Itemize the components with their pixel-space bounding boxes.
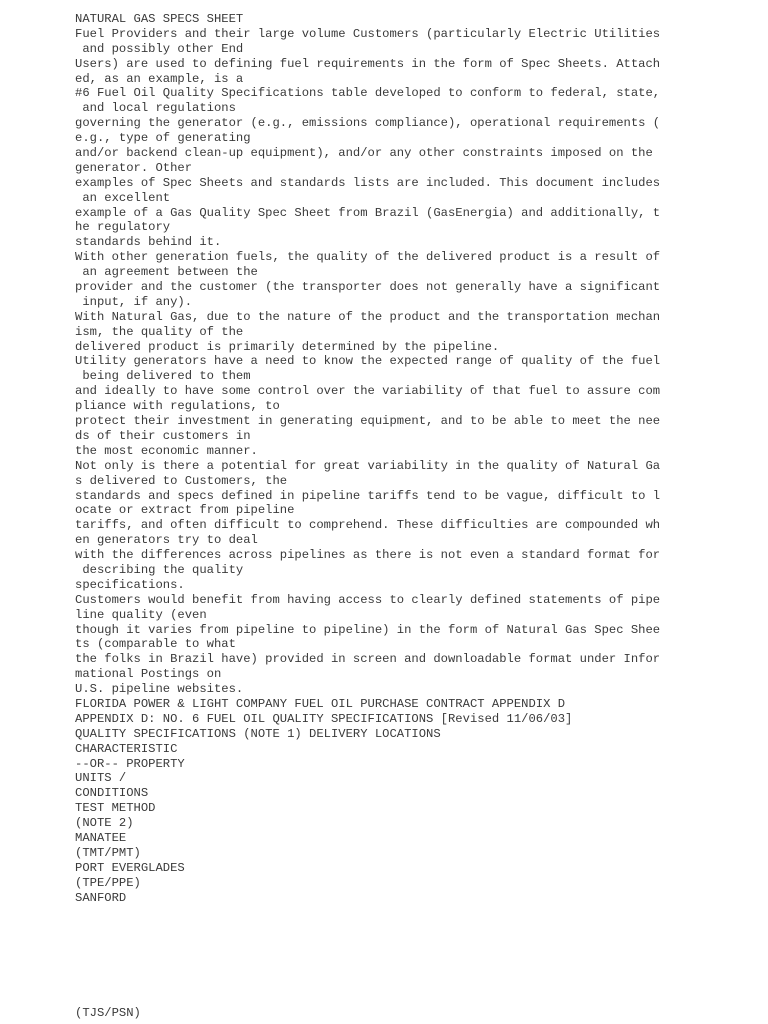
text-line: QUALITY SPECIFICATIONS (NOTE 1) DELIVERY LOCATIONS [75, 726, 441, 741]
text-line: Users) are used to defining fuel requirements in the form of Spec Sheets. Attach [75, 56, 661, 71]
text-line: MANATEE [75, 830, 127, 845]
text-line: (TMT/PMT) [75, 845, 141, 860]
text-line: examples of Spec Sheets and standards lists are included. This document includes [75, 175, 661, 190]
page-footer-text: (TJS/PSN) [75, 1006, 141, 1020]
text-line: NATURAL GAS SPECS SHEET [75, 12, 244, 26]
text-line: standards behind it. [75, 235, 222, 250]
text-line: SANFORD [75, 890, 127, 905]
text-line: with the differences across pipelines as there is not even a standard format for [75, 548, 661, 563]
text-line: mational Postings on [75, 667, 222, 682]
text-line: and possibly other End [75, 41, 244, 56]
text-line: PORT EVERGLADES [75, 860, 185, 875]
text-line: ds of their customers in [75, 428, 251, 443]
text-line: generator. Other [75, 160, 193, 175]
text-line: APPENDIX D: NO. 6 FUEL OIL QUALITY SPECIFICATIONS [Revised 11/06/03] [75, 711, 573, 726]
text-line: e.g., type of generating [75, 131, 251, 146]
text-line: ts (comparable to what [75, 637, 236, 652]
text-line: tariffs, and often difficult to comprehend. These difficulties are compounded wh [75, 518, 661, 533]
text-line: U.S. pipeline websites. [75, 682, 244, 697]
text-line: (TPE/PPE) [75, 875, 141, 890]
text-line: and/or backend clean-up equipment), and/or any other constraints imposed on the [75, 146, 653, 161]
text-line: though it varies from pipeline to pipeline) in the form of Natural Gas Spec Shee [75, 622, 661, 637]
text-line: FLORIDA POWER & LIGHT COMPANY FUEL OIL PURCHASE CONTRACT APPENDIX D [75, 696, 566, 711]
text-line: governing the generator (e.g., emissions compliance), operational requirements ( [75, 116, 661, 131]
text-line: UNITS / [75, 771, 127, 786]
text-line: ism, the quality of the [75, 324, 244, 339]
text-line: an agreement between the [75, 265, 258, 280]
text-line: being delivered to them [75, 369, 251, 384]
text-line: (NOTE 2) [75, 816, 134, 831]
text-line: Not only is there a potential for great variability in the quality of Natural Ga [75, 458, 661, 473]
text-line: #6 Fuel Oil Quality Specifications table developed to conform to federal, state, [75, 86, 661, 101]
text-line: the folks in Brazil have) provided in screen and downloadable format under Infor [75, 652, 661, 667]
text-line: and local regulations [75, 101, 236, 116]
text-line: delivered product is primarily determined by the pipeline. [75, 339, 500, 354]
text-line: en generators try to deal [75, 533, 258, 548]
text-line: CONDITIONS [75, 786, 149, 801]
text-line: the most economic manner. [75, 443, 258, 458]
text-line: ocate or extract from pipeline [75, 503, 295, 518]
text-line: With other generation fuels, the quality of the delivered product is a result of [75, 250, 661, 265]
text-line: CHARACTERISTIC [75, 741, 178, 756]
text-line: example of a Gas Quality Spec Sheet from Brazil (GasEnergia) and additionally, t [75, 205, 661, 220]
text-line: provider and the customer (the transporter does not generally have a significant [75, 280, 661, 295]
text-line: Customers would benefit from having access to clearly defined statements of pipe [75, 592, 661, 607]
text-line: and ideally to have some control over the variability of that fuel to assure com [75, 384, 661, 399]
text-line: standards and specs defined in pipeline tariffs tend to be vague, difficult to l [75, 488, 661, 503]
text-line: he regulatory [75, 220, 171, 235]
text-line: an excellent [75, 190, 171, 205]
text-line: s delivered to Customers, the [75, 473, 288, 488]
text-line: line quality (even [75, 607, 207, 622]
text-line: --OR-- PROPERTY [75, 756, 185, 771]
text-line: protect their investment in generating equipment, and to be able to meet the nee [75, 414, 661, 429]
text-line: TEST METHOD [75, 801, 156, 816]
text-line: Fuel Providers and their large volume Customers (particularly Electric Utilities [75, 26, 661, 41]
text-line: describing the quality [75, 562, 244, 577]
text-line: With Natural Gas, due to the nature of the product and the transportation mechan [75, 309, 661, 324]
text-line: pliance with regulations, to [75, 399, 280, 414]
document-body [75, 12, 755, 905]
text-line: input, if any). [75, 294, 193, 309]
text-line: ed, as an example, is a [75, 71, 244, 86]
text-line: Utility generators have a need to know the expected range of quality of the fuel [75, 354, 661, 369]
text-line: specifications. [75, 577, 185, 592]
